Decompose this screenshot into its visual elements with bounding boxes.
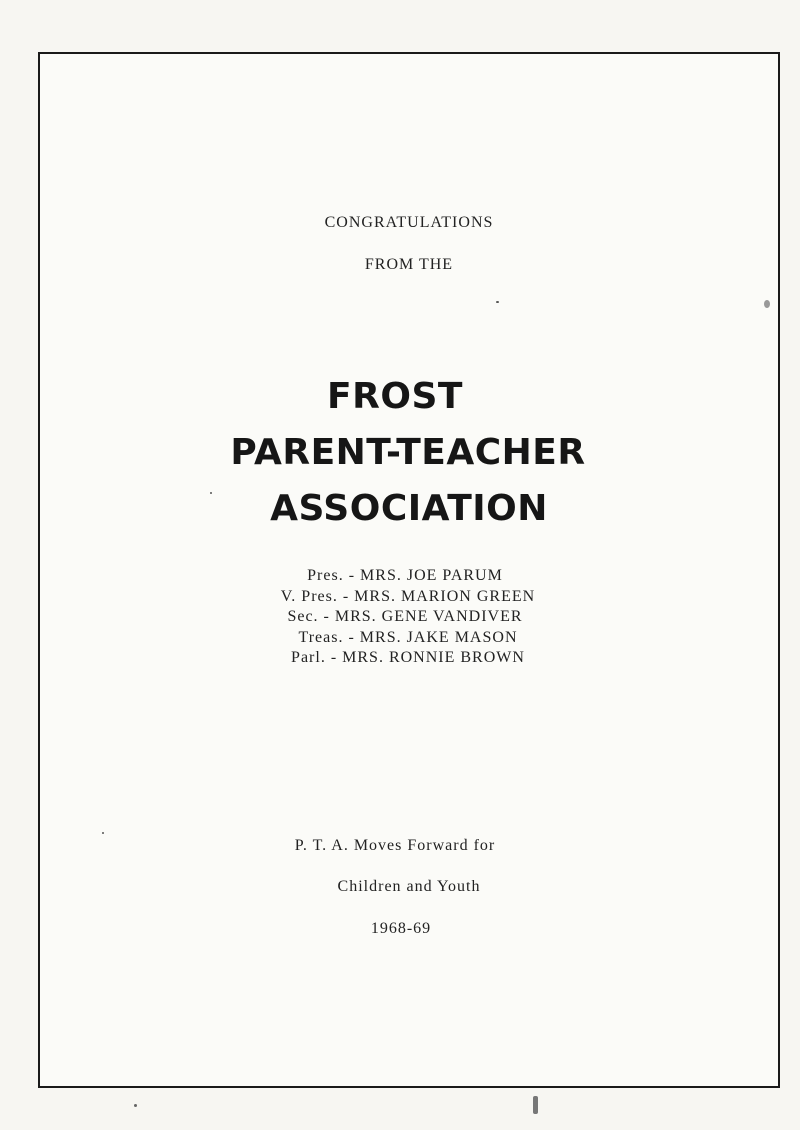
school-year: 1968-69 [370,920,432,937]
officer-president: Pres. - MRS. JOE PARUM [307,567,503,584]
paper-speck [134,1104,137,1107]
congratulations-heading: CONGRATULATIONS [324,214,494,231]
title-line-association: ASSOCIATION [270,488,548,529]
page-border-frame [38,52,780,1088]
officers-list [40,566,778,669]
officer-secretary: Sec. - MRS. GENE VANDIVER [287,608,523,625]
paper-speck [102,832,104,834]
title-line-frost: FROST [327,376,463,417]
paper-speck [496,301,499,303]
paper-speck [533,1096,538,1114]
officer-parliamentarian: Parl. - MRS. RONNIE BROWN [291,649,525,666]
motto-line-1: P. T. A. Moves Forward for [294,837,496,854]
association-title [40,369,778,537]
paper-speck [764,300,770,308]
from-the-heading: FROM THE [364,256,454,273]
title-line-parent-teacher: PARENT-TEACHER [230,432,586,473]
officer-vice-president: V. Pres. - MRS. MARION GREEN [280,587,536,605]
motto-line-2: Children and Youth [337,878,481,895]
officer-treasurer: Treas. - MRS. JAKE MASON [298,628,518,646]
paper-speck [210,492,212,494]
